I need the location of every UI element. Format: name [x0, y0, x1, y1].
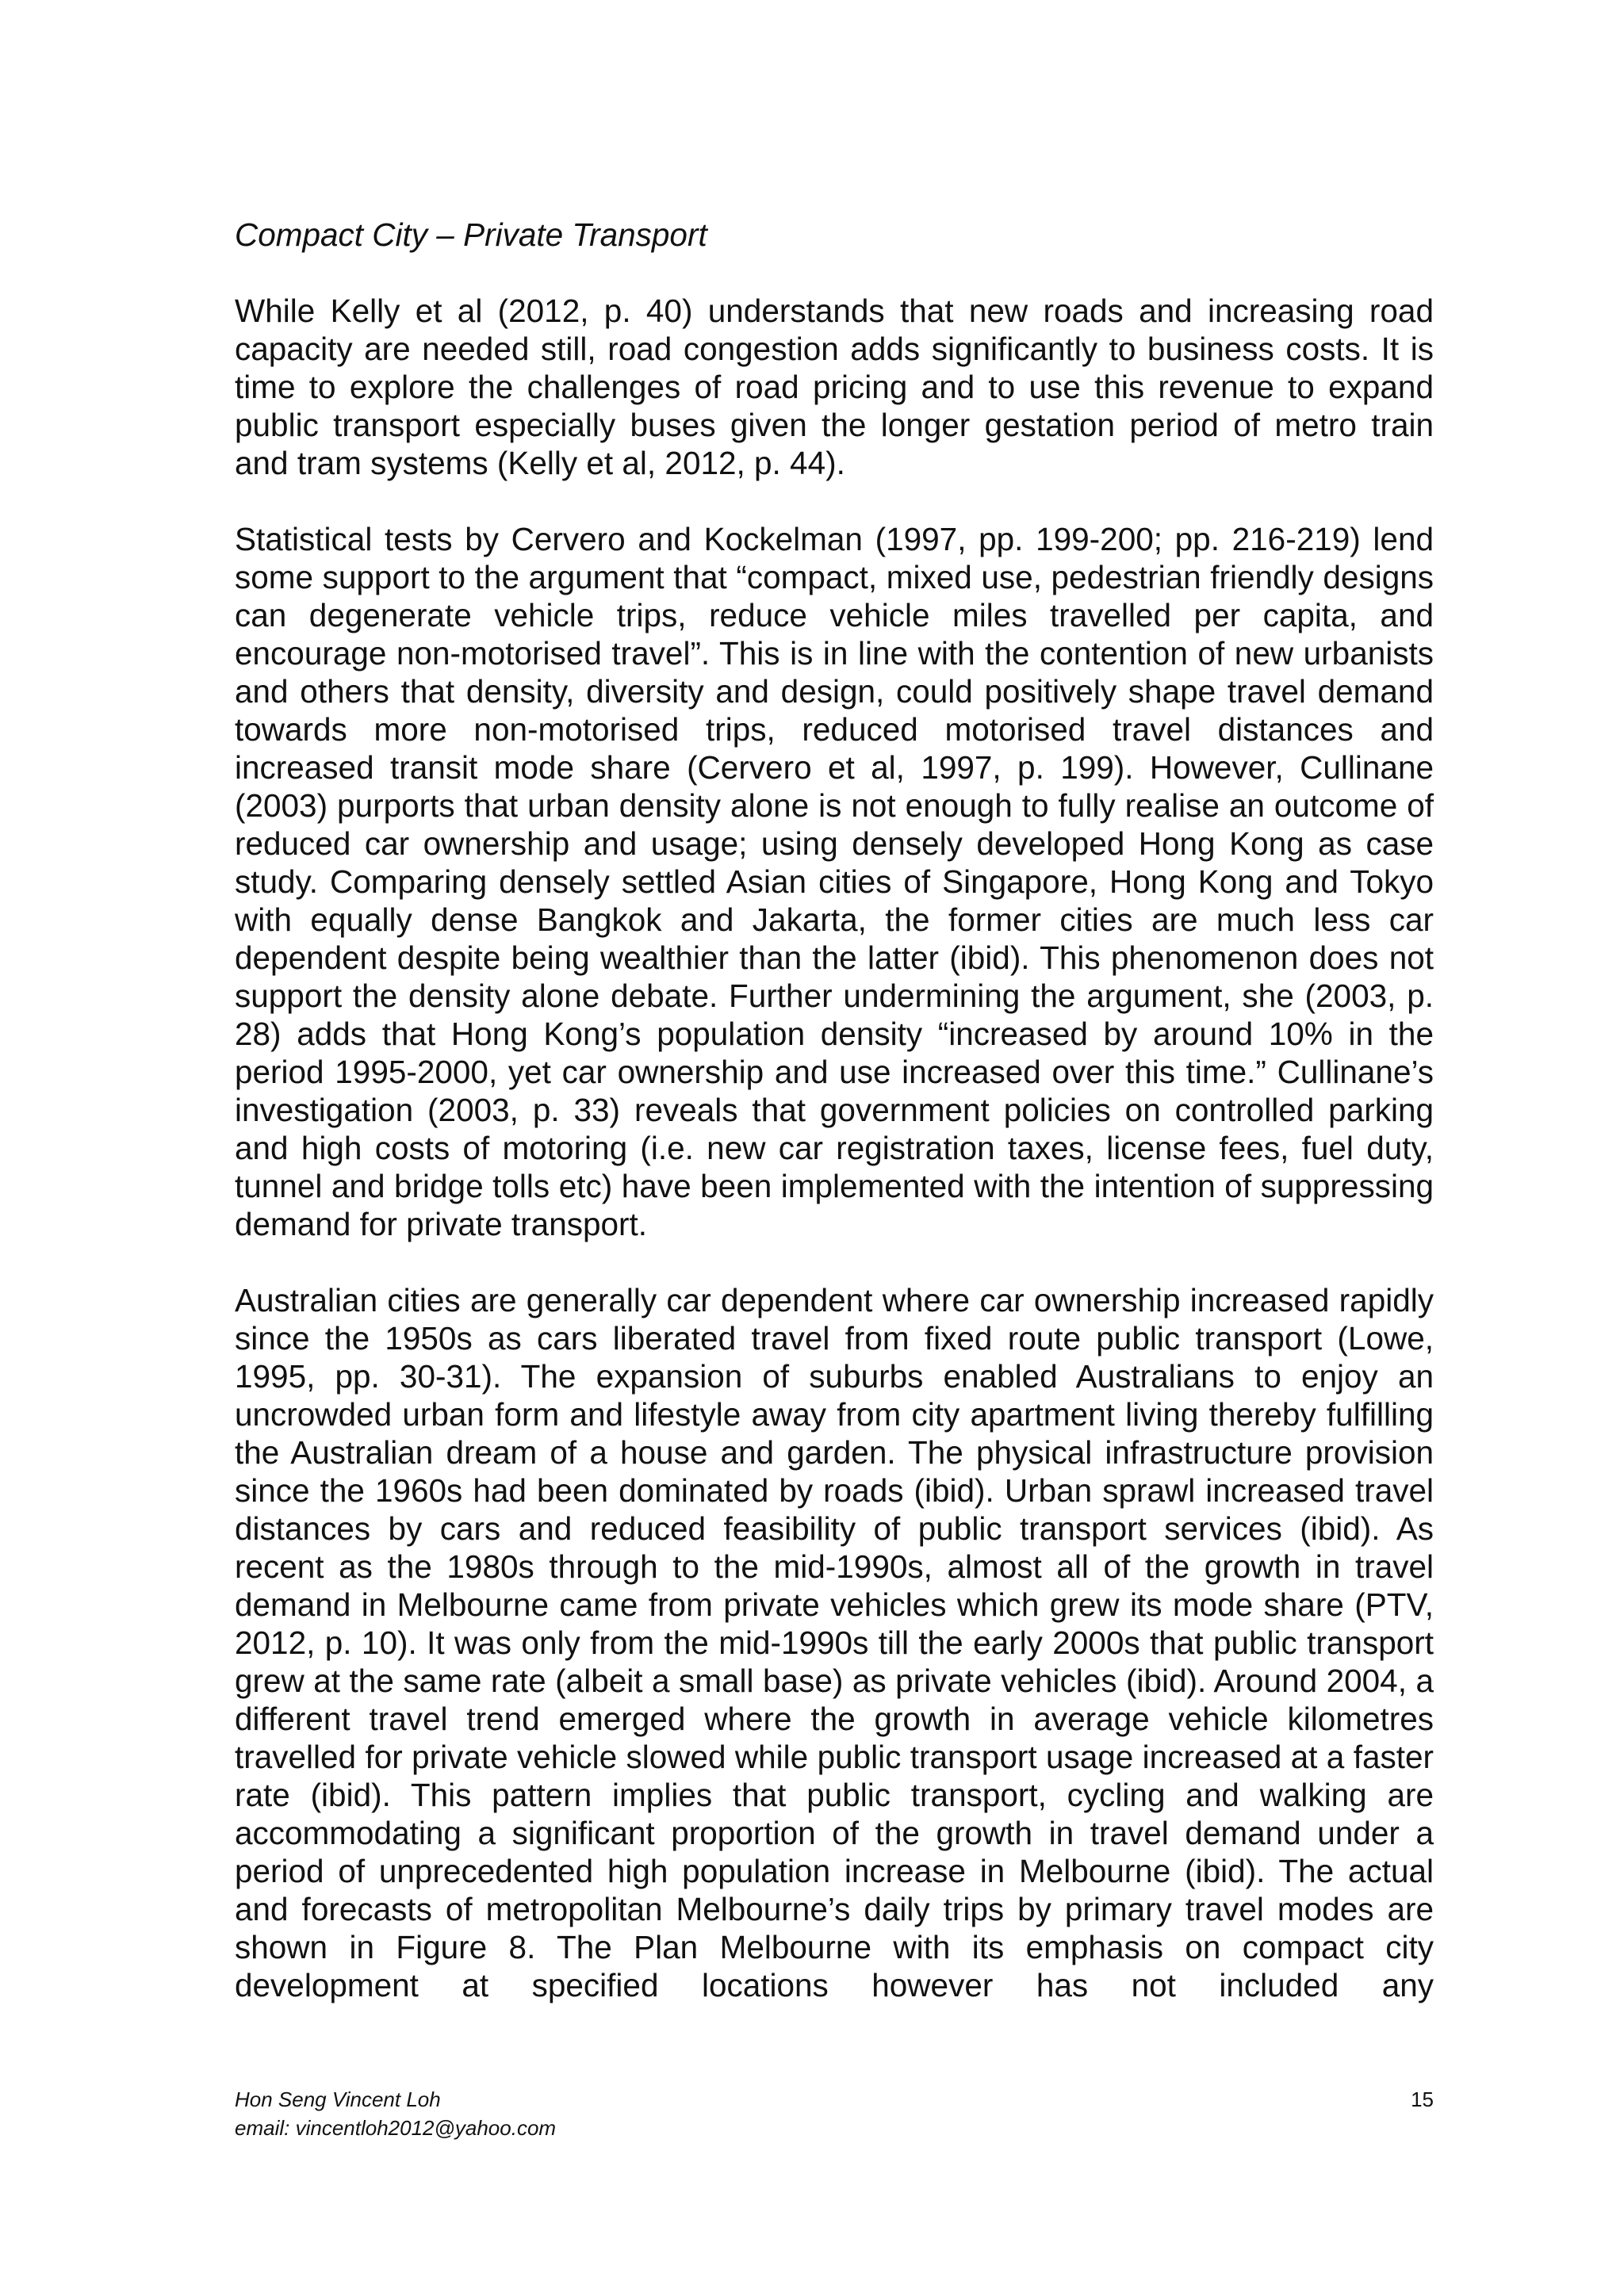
paragraph-density-debate: Statistical tests by Cervero and Kockelman (1997, pp. 199-200; pp. 216-219) lend some support to the argument that “compact, mixed use, pedestrian friendly designs can degenerate vehicle trips, reduce vehicle miles travelled per capita, and encourage non-motorised travel”. This is in line with the contention of new urbanists and others that density, diversity and design, could positively shape travel demand towards more non-motorised trips, reduced motorised travel distances and increased transit mode share (Cervero et al, 1997, p. 199). However, Cullinane (2003) purports that urban density alone is not enough to fully realise an outcome of reduced car ownership and usage; using densely developed Hong Kong as case study. Comparing densely settled Asian cities of Singapore, Hong Kong and Tokyo with equally dense Bangkok and Jakarta, the former cities are much less car dependent despite being wealthier than the latter (ibid). This phenomenon does not support the density alone debate. Further undermining the argument, she (2003, p. 28) adds that Hong Kong’s population density “increased by around 10% in the period 1995-2000, yet car ownership and use increased over this time.” Cullinane’s investigation (2003, p. 33) reveals that government policies on controlled parking and high costs of motoring (i.e. new car registration taxes, license fees, fuel duty, tunnel and bridge tolls etc) have been implemented with the intention of suppressing demand for private transport. — [235, 521, 1434, 1242]
page-footer — [235, 2085, 1434, 2142]
page-number: 15 — [1411, 2087, 1434, 2111]
footer-author: Hon Seng Vincent Loh — [235, 2087, 441, 2111]
page-content — [235, 216, 1434, 2004]
section-heading: Compact City – Private Transport — [235, 216, 707, 253]
paragraph-australian-cities: Australian cities are generally car dependent where car ownership increased rapidly since the 1950s as cars liberated travel from fixed route public transport (Lowe, 1995, pp. 30-31). The expansion of suburbs enabled Australians to enjoy an uncrowded urban form and lifestyle away from city apartment living thereby fulfilling the Australian dream of a house and garden. The physical infrastructure provision since the 1960s had been dominated by roads (ibid). Urban sprawl increased travel distances by cars and reduced feasibility of public transport services (ibid). As recent as the 1980s through to the mid-1990s, almost all of the growth in travel demand in Melbourne came from private vehicles which grew its mode share (PTV, 2012, p. 10). It was only from the mid-1990s till the early 2000s that public transport grew at the same rate (albeit a small base) as private vehicles (ibid). Around 2004, a different travel trend emerged where the growth in average vehicle kilometres travelled for private vehicle slowed while public transport usage increased at a faster rate (ibid). This pattern implies that public transport, cycling and walking are accommodating a significant proportion of the growth in travel demand under a period of unprecedented high population increase in Melbourne (ibid). The actual and forecasts of metropolitan Melbourne’s daily trips by primary travel modes are shown in Figure 8. The Plan Melbourne with its emphasis on compact city development at specified locations however has not included any — [235, 1282, 1434, 2003]
footer-email: email: vincentloh2012@yahoo.com — [235, 2116, 557, 2140]
paragraph-road-pricing: While Kelly et al (2012, p. 40) understands that new roads and increasing road capacity are needed still, road congestion adds significantly to business costs. It is time to explore the challenges of road pricing and to use this revenue to expand public transport especially buses given the longer gestation period of metro train and tram systems (Kelly et al, 2012, p. 44). — [235, 293, 1434, 481]
